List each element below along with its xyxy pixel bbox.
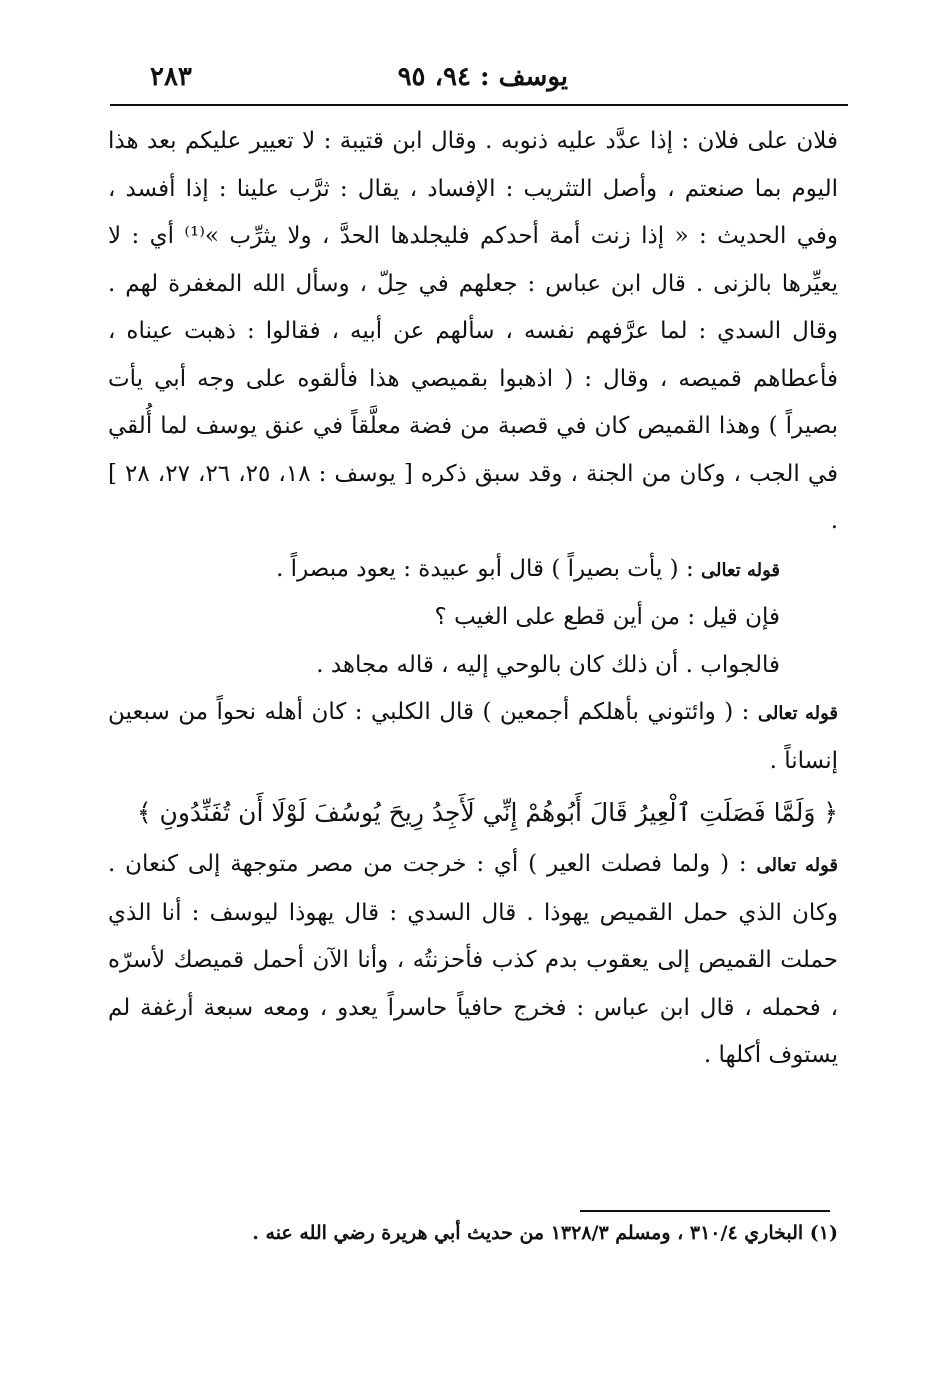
main-text: [108, 118, 838, 1080]
paragraph-commentary: فلان على فلان : إذا عدَّد عليه ذنوبه . وقال ابن قتيبة : لا تعيير عليكم بعد هذا اليوم بما صنعتم ، وأصل التثريب : الإفساد ، يقال : ثرَّب علينا : إذا أفسد ، وفي الحديث : « إذا زنت أمة أحدكم فليجلدها الحدَّ ، ولا يثرِّب »⁽¹⁾ أي : لا يعيِّرها بالزنى . قال ابن عباس : جعلهم في حِلّ ، وسأل الله المغفرة لهم . وقال السدي : لما عرَّفهم نفسه ، سألهم عن أبيه ، فقالوا : ذهبت عيناه ، فأعطاهم قميصه ، وقال : ( اذهبوا بقميصي هذا فألقوه على وجه أبي يأت بصيراً ) وهذا القميص كان في قصبة من فضة معلَّقاً في عنق يوسف لما أُلقي في الجب ، وكان من الجنة ، وقد سبق ذكره [ يوسف : ١٨، ٢٥، ٢٦، ٢٧، ٢٨ ] .: [108, 128, 839, 534]
paragraph-fasalat: [108, 841, 838, 1080]
paragraph-wa-tuni: [108, 689, 838, 785]
footnote-rule: [580, 1210, 830, 1212]
paragraph-yat-basira: [108, 546, 838, 595]
page-number: ٢٨٣: [150, 62, 192, 92]
running-header: [110, 58, 840, 98]
lead-phrase: قوله تعالى: [756, 855, 838, 876]
quran-verse: ﴿ وَلَمَّا فَصَلَتِ ٱلْعِيرُ قَالَ أَبُوهُمْ إِنِّي لَأَجِدُ رِيحَ يُوسُفَ لَوْلَا أَن تُفَنِّدُونِ ﴾: [136, 798, 838, 827]
paragraph-text: : ( ولما فصلت العير ) أي : خرجت من مصر متوجهة إلى كنعان . وكان الذي حمل القميص يهوذا . قال السدي : قال يهوذا ليوسف : أنا الذي حملت القميص إلى يعقوب بدم كذب فأحزنتُه ، وأنا الآن أحمل قميصك لأسرّه ، فحمله ، قال ابن عباس : فخرج حافياً حاسراً يعدو ، ومعه سبعة أرغفة لم يستوف أكلها .: [108, 851, 838, 1068]
paragraph-question: فإن قيل : من أين قطع على الغيب ؟: [434, 604, 780, 630]
running-title: يوسف : ٩٤، ٩٥: [397, 62, 568, 92]
paragraph-answer: فالجواب . أن ذلك كان بالوحي إليه ، قاله مجاهد .: [316, 651, 780, 678]
lead-phrase: قوله تعالى: [701, 559, 780, 581]
paragraph-text: : ( يأت بصيراً ) قال أبو عبيدة : يعود مبصراً .: [276, 555, 694, 582]
header-rule: [110, 104, 848, 106]
footnote: (١) البخاري ٣١٠/٤ ، ومسلم ١٣٢٨/٣ من حديث أبي هريرة رضي الله عنه .: [252, 1222, 838, 1244]
paragraph-text: : ( وائتوني بأهلكم أجمعين ) قال الكلبي : كان أهله نحواً من سبعين إنساناً .: [108, 699, 838, 774]
lead-phrase: قوله تعالى: [757, 703, 838, 724]
